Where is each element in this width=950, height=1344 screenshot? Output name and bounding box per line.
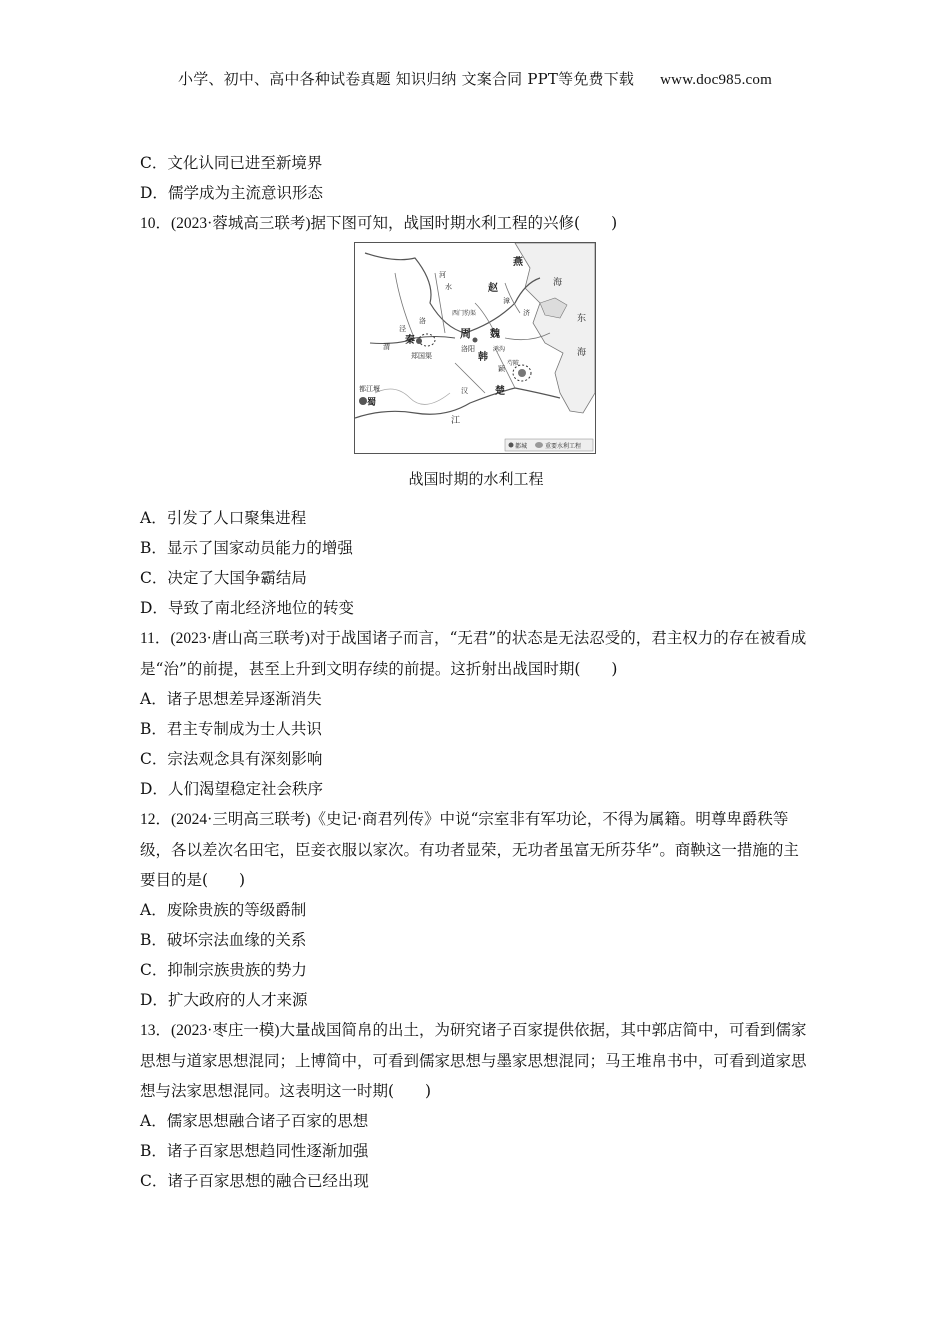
map-label-qin: 秦 — [405, 335, 415, 346]
map-label-quebei: 芍陂 — [507, 360, 520, 367]
map-label-chu: 楚 — [495, 386, 505, 397]
map-label-river-shui: 水 — [445, 283, 452, 291]
map-label-zhao: 赵 — [488, 283, 498, 294]
q11-stem — [140, 623, 812, 684]
map-label-dujiangyan: 都江堰 — [359, 385, 380, 393]
map-label-ximenbaoqu: 西门豹渠 — [452, 310, 477, 317]
q10-option-c: C．决定了大国争霸结局 — [140, 569, 307, 587]
question-number: 13． — [140, 1022, 172, 1039]
q13-option-b: B．诸子百家思想趋同性逐渐加强 — [140, 1142, 369, 1160]
map-label-zhou: 周 — [460, 327, 471, 340]
map-label-wei: 魏 — [490, 329, 500, 340]
q12-option-b: B．破坏宗法血缘的关系 — [140, 931, 307, 949]
map-label-han: 韩 — [478, 352, 488, 363]
question-text: 《史记·商君列传》中说“宗室非有军功论，不得为属籍。明尊卑爵秩等级，各以差次名田宅，臣妾衣服以家次。有功者显荣，无功者虽富无所芬华”。商鞅这一措施的主要目的是( ) — [140, 810, 799, 889]
map-label-river-wei: 渭 — [383, 343, 390, 351]
header-url[interactable]: www.doc985.com — [660, 72, 772, 88]
map-label-river-he: 河 — [439, 271, 446, 279]
header-text: 小学、初中、高中各种试卷真题 知识归纳 文案合同 PPT等免费下载 — [178, 70, 635, 88]
map-label-river-jiang: 江 — [451, 416, 461, 426]
map-label-yan: 燕 — [513, 257, 523, 268]
q11-option-a: A．诸子思想差异逐渐消失 — [140, 690, 322, 708]
map-label-river-jing: 泾 — [399, 325, 406, 333]
q13-option-a: A．儒家思想融合诸子百家的思想 — [140, 1112, 369, 1130]
q12-option-d: D．扩大政府的人才来源 — [140, 991, 308, 1009]
map-svg — [355, 243, 595, 453]
legend-water-work: 重要水利工程 — [545, 443, 582, 450]
map-label-sea-1: 海 — [553, 278, 563, 288]
q10-option-a: A．引发了人口聚集进程 — [140, 509, 307, 527]
map-label-zhengguoqu: 郑国渠 — [411, 352, 432, 360]
q12-option-a: A．废除贵族的等级爵制 — [140, 901, 307, 919]
question-source: (2023·枣庄一模) — [171, 1022, 280, 1039]
page-content — [140, 148, 812, 1196]
question-text: 大量战国简帛的出土，为研究诸子百家提供依据，其中郭店简中，可看到儒家思想与道家思想混同；上博简中，可看到儒家思想与墨家思想混同；马王堆帛书中，可看到道家思想与法家思想混同。这表明这一时期( ) — [140, 1021, 807, 1100]
q11-option-d: D．人们渴望稳定社会秩序 — [140, 780, 323, 798]
q9-option-d: D．儒学成为主流意识形态 — [140, 184, 323, 202]
map-label-sea-2: 海 — [577, 348, 587, 358]
warring-states-map — [354, 242, 596, 454]
map-label-river-ying: 颖 — [498, 365, 505, 373]
page-header — [0, 68, 950, 89]
legend-capital: 都城 — [515, 443, 528, 450]
q12-stem — [140, 804, 812, 895]
map-label-river-han: 汉 — [461, 387, 468, 395]
question-source: (2024·三明高三联考) — [171, 811, 311, 828]
q10-option-b: B．显示了国家动员能力的增强 — [140, 539, 353, 557]
map-label-river-luo: 洛 — [419, 317, 426, 325]
q10-option-d: D．导致了南北经济地位的转变 — [140, 599, 354, 617]
question-source: (2023·蓉城高三联考) — [171, 215, 311, 232]
map-label-honggou: 鸿沟 — [493, 346, 506, 353]
question-number: 10． — [140, 215, 172, 232]
question-text: 对于战国诸子而言，“无君”的状态是无法忍受的，君主权力的存在被看成是“治”的前提，甚至上升到文明存续的前提。这折射出战国时期( ) — [140, 629, 807, 678]
q11-option-c: C．宗法观念具有深刻影响 — [140, 750, 323, 768]
question-text: 据下图可知，战国时期水利工程的兴修( ) — [310, 214, 618, 232]
q12-option-c: C．抑制宗族贵族的势力 — [140, 961, 307, 979]
figure-caption: 战国时期的水利工程 — [408, 470, 544, 488]
map-label-river-zhang: 漳 — [503, 297, 510, 305]
question-source: (2023·唐山高三联考) — [170, 630, 310, 647]
map-label-luoyang: 洛阳 — [461, 345, 475, 353]
q11-option-b: B．君主专制成为士人共识 — [140, 720, 322, 738]
map-label-river-ji: 济 — [523, 309, 530, 317]
q13-stem — [140, 1015, 812, 1106]
q10-figure — [140, 242, 812, 457]
q10-stem — [140, 208, 812, 238]
question-number: 11． — [140, 630, 171, 647]
map-label-sea-east: 东 — [577, 314, 587, 324]
question-number: 12． — [140, 811, 172, 828]
q13-option-c: C．诸子百家思想的融合已经出现 — [140, 1172, 369, 1190]
q9-option-c: C．文化认同已进至新境界 — [140, 154, 323, 172]
map-label-shu: 蜀 — [367, 398, 377, 408]
